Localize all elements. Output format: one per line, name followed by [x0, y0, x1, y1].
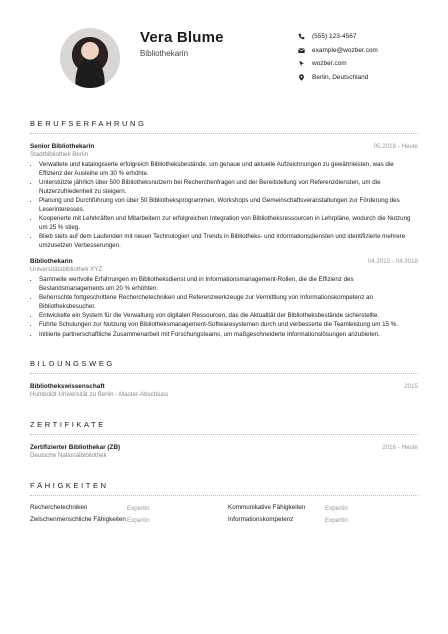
- certificates-section-title: ZERTIFIKATE: [30, 420, 418, 435]
- experience-entry-head: [30, 258, 418, 265]
- job-title: Senior Bibliothekarin: [30, 143, 95, 150]
- resume-header: [30, 0, 418, 108]
- skill-level: Expertin: [325, 516, 348, 524]
- link-icon: [298, 60, 305, 67]
- contact-website-text: wozber.com: [312, 60, 347, 68]
- contact-list: [298, 30, 378, 84]
- experience-section-title: BERUFSERFAHRUNG: [30, 119, 418, 134]
- skill-level: Expertin: [127, 504, 150, 512]
- location-icon: [298, 74, 305, 81]
- experience-entry: [30, 143, 418, 250]
- degree-date: 2015: [404, 383, 418, 391]
- contact-phone-text: (555) 123-4567: [312, 33, 357, 41]
- job-bullet: • Unterstützte jährlich über 500 Bibliotheksnutzern bei Recherchenfragen und der Bereitstellung von Referenzdiensten, um die Nutzerzufriedenheit zu steigern.: [39, 179, 418, 196]
- job-bullets: [30, 161, 418, 250]
- job-bullets: [30, 276, 418, 339]
- job-bullet: • Blieb stets auf dem Laufenden mit neuen Technologien und Trends in Bibliotheks- und Informationsdiensten und identifizierte mehrere umzusetzen Verbesserungen.: [39, 233, 418, 250]
- certificate-issuer: Deutsche Nationalbibliothek: [30, 452, 107, 460]
- job-bullet: • Verwaltete und katalogisierte erfolgreich Bibliotheksbestände, um genaue und aktuelle Aufzeichnungen zu gewährleisten, was die Effizienz der Ausleihe um 30 % erhöhte.: [39, 161, 418, 178]
- job-bullet: • Kooperierte mit Lehrkräften und Mitarbeitern zur erfolgreichen Integration von Bibliotheksressourcen in Lehrpläne, wodurch die Nutzung um 25 % stieg.: [39, 215, 418, 232]
- candidate-role: Bibliothekarin: [140, 49, 189, 58]
- certificate-name: Zertifizierter Bibliothekar (ZB): [30, 444, 121, 452]
- contact-email-text: example@wozber.com: [312, 46, 378, 54]
- skill-name: Recherchetechniken: [30, 504, 88, 512]
- job-date: 05.2018 - Heute: [373, 143, 418, 150]
- job-title: Bibliothekarin: [30, 258, 73, 266]
- contact-phone: [298, 30, 378, 44]
- contact-location-text: Berlin, Deutschland: [312, 73, 369, 81]
- profile-photo: [60, 28, 120, 88]
- job-company: Stadtbibliothek Berlin: [30, 151, 89, 158]
- skill-level: Expertin: [127, 516, 150, 524]
- contact-email[interactable]: [298, 44, 378, 58]
- job-bullet: • Initiierte partnerschaftliche Zusammenarbeit mit Forschungsteams, um maßgeschneiderte Informationslösungen anzubieten.: [39, 331, 418, 340]
- skill-level: Expertin: [325, 504, 348, 512]
- candidate-name: Vera Blume: [140, 29, 224, 46]
- experience-entry: [30, 258, 418, 339]
- education-entry: [30, 383, 418, 398]
- job-date: 04.2015 - 04.2018: [367, 258, 418, 266]
- skill-name: Informationskompetenz: [228, 516, 294, 524]
- job-bullet: • Beherrschte fortgeschrittene Recherchetechniken und Referenzwerkzeuge zur Vermittlung von Informationskompetenz an Bibliotheksbesucher.: [39, 294, 418, 311]
- job-bullet: • Führte Schulungen zur Nutzung von Bibliotheksmanagement-Softwaresystemen durch und verbesserte die Teamleistung um 15 %.: [39, 321, 418, 330]
- contact-website[interactable]: [298, 57, 378, 71]
- certificate-entry-head: [30, 444, 418, 451]
- job-company: Universitätsbibliothek XYZ: [30, 266, 103, 274]
- degree-title: Bibliothekswissenschaft: [30, 383, 105, 391]
- experience-entry-head: [30, 143, 418, 150]
- degree-school: Humboldt-Universität zu Berlin - Master-Abschluss: [30, 391, 169, 399]
- contact-location: [298, 71, 378, 85]
- certificate-entry: [30, 444, 418, 459]
- mail-icon: [298, 47, 305, 54]
- job-bullet: • Entwickelte ein System für die Verwaltung von digitalen Ressourcen, das die Aktualität der Bibliotheksbestände sicherstellte.: [39, 312, 418, 321]
- skills-section-title: FÄHIGKEITEN: [30, 481, 418, 496]
- education-entry-head: [30, 383, 418, 390]
- education-section-title: BILDUNGSWEG: [30, 359, 418, 374]
- job-bullet: • Sammelte wertvolle Erfahrungen im Bibliotheksdienst und in Informationsmanagement-Rollen, die die Effizienz des Bestandsmanagements um 20 % erhöhten.: [39, 276, 418, 293]
- phone-icon: [298, 33, 305, 40]
- job-bullet: • Planung und Durchführung von über 50 Bibliotheksprogrammen, Workshops und Gemeinschaftsveranstaltungen zur Förderung des Leserinteresses.: [39, 197, 418, 214]
- skill-name: Zwischenmenschliche Fähigkeiten: [30, 516, 126, 524]
- certificate-date: 2016 - Heute: [382, 444, 418, 452]
- skill-name: Kommunikative Fähigkeiten: [228, 504, 306, 512]
- skills-grid: [30, 504, 418, 524]
